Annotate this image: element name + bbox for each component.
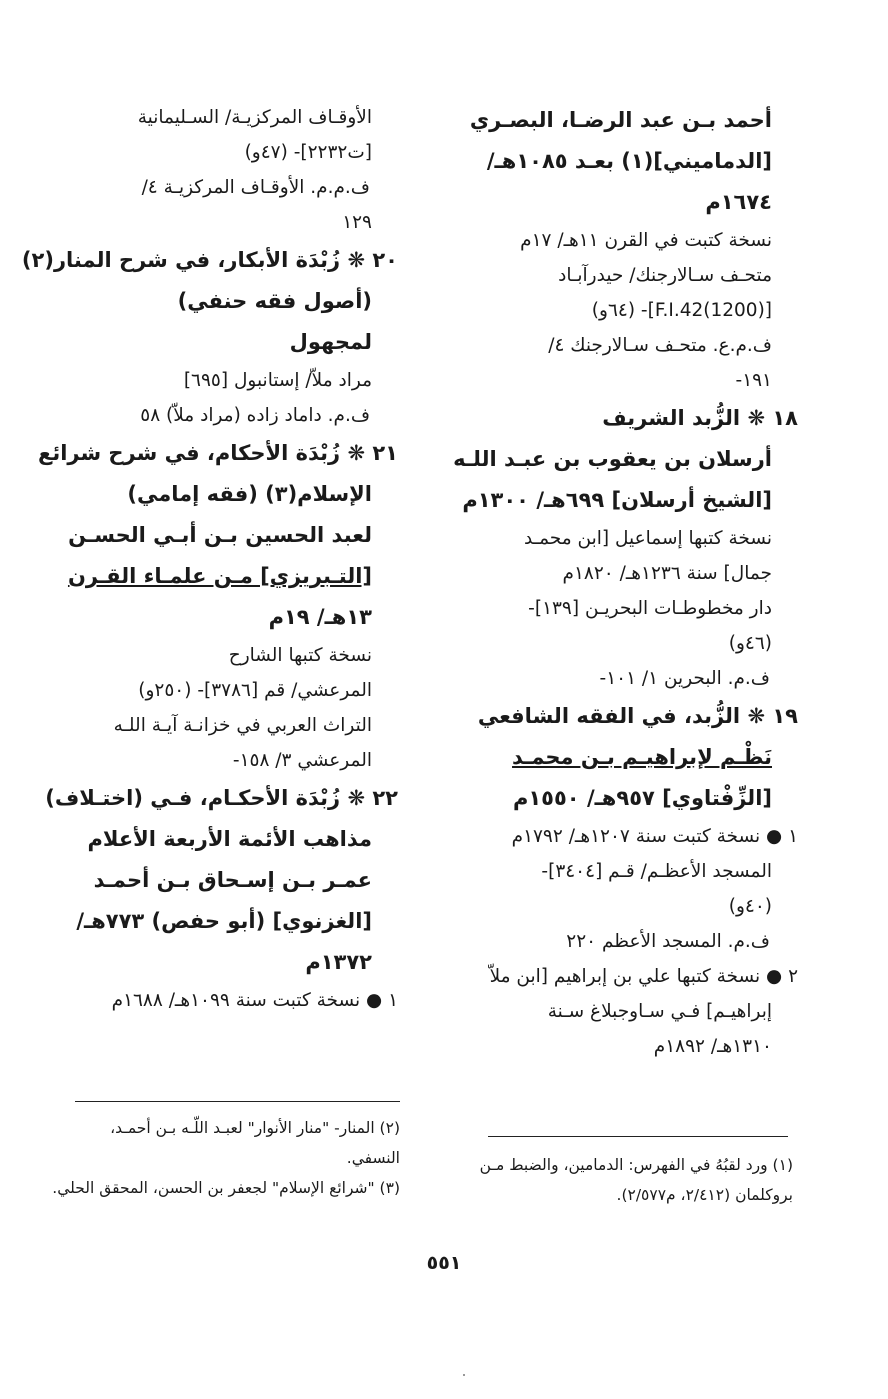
footnotes-left [52, 1113, 400, 1203]
entry-heading: ٢٠ ❋ زُبْدَة الأبكار، في شرح المنار(٢) [21, 248, 398, 272]
page-number: ٥٥١ [426, 1252, 462, 1274]
entry-title-line: ١٣٧٢م [305, 950, 372, 974]
entry-text-line: إبراهيـم] فـي سـاوجبلاغ سـنة [547, 1001, 772, 1022]
entry-text-line: ١٢٩ [342, 212, 372, 233]
footnote-line: النسفي. [346, 1149, 400, 1167]
entry-title-line: [الزِّفْتاوي] ٩٥٧هـ/ ١٥٥٠م [512, 786, 772, 810]
entry-heading: ١٩ ❋ الزُّبد، في الفقه الشافعي [477, 704, 798, 728]
entry-title-line: الإسلام(٣) (فقه إمامي) [127, 482, 372, 506]
footnote-line: (٣) "شرائع الإسلام" لجعفر بن الحسن، المحقق الحلي. [52, 1179, 400, 1197]
entry-text-line: دار مخطوطـات البحريـن [١٣٩]- [528, 598, 772, 619]
entry-title-line: نَظْـم لإبراهيـم بـن محمـد [512, 745, 772, 769]
entry-text-line: جمال] سنة ١٢٣٦هـ/ ١٨٢٠م [562, 563, 772, 584]
entry-text-line: الأوقـاف المركزيـة/ السـليمانية [137, 107, 372, 128]
right-column [453, 100, 798, 1064]
footnotes-right [373, 1150, 793, 1210]
entry-text-line: ١ ● نسخة كتبت سنة ١٠٩٩هـ/ ١٦٨٨م [111, 990, 398, 1011]
entry-title-line: (أصول فقه حنفي) [177, 289, 372, 313]
entry-text-line: المرعشي/ قم [٣٧٨٦]- (٢٥٠و) [138, 680, 372, 701]
entry-title-line: أرسلان بن يعقوب بن عبـد اللـه [453, 447, 772, 471]
footnote-rule-left [75, 1101, 400, 1102]
footnote-line: (١) ورد لقبُهُ في الفهرس: الدمامين، والضبط مـن [479, 1156, 793, 1174]
entry-text-line: (٤٠و) [728, 896, 772, 917]
footnote-rule-right [488, 1136, 788, 1137]
entry-text-line: ١ ● نسخة كتبت سنة ١٢٠٧هـ/ ١٧٩٢م [511, 826, 798, 847]
entry-text-line: التراث العربي في خزانـة آيـة اللـه [113, 715, 372, 736]
entry-text-line: مراد ملاّ/ إستانبول [٦٩٥] [183, 370, 372, 391]
entry-title-line: [الدماميني](١) بعـد ١٠٨٥هـ/ [486, 149, 772, 173]
entry-heading: ٢٢ ❋ زُبْدَة الأحكـام، فـي (اختـلاف) [45, 786, 398, 810]
entry-text-line: ف.م. داماد زاده (مراد ملاّ) ٥٨ [140, 405, 370, 426]
entry-title-line: [التـبريزي] مـن علمـاء القـرن [67, 564, 372, 588]
entry-text-line: نسخة كتبت في القرن ١١هـ/ ١٧م [520, 230, 772, 251]
entry-text-line: ٢ ● نسخة كتبها علي بن إبراهيم [ابن ملاّ [489, 966, 798, 987]
entry-text-line: نسخة كتبها إسماعيل [ابن محمـد [523, 528, 772, 549]
entry-heading: ١٨ ❋ الزُّبد الشريف [602, 406, 798, 430]
entry-text-line: المسجد الأعظـم/ قـم [٣٤٠٤]- [541, 861, 772, 882]
entry-text-line: ١٩١- [735, 370, 772, 391]
entry-title-line: ١٦٧٤م [705, 190, 772, 214]
entry-text-line: ف.م.م. الأوقـاف المركزيـة ٤/ [141, 177, 370, 198]
entry-text-line: ف.م. البحرين ١/ ١٠١- [599, 668, 770, 689]
entry-text-line: [(1200)F.I.42]- (٦٤و) [591, 300, 772, 321]
entry-text-line: متحـف سـالارجنك/ حيدرآبـاد [558, 265, 772, 286]
entry-title-line: لمجهول [289, 330, 372, 354]
entry-title-line: لعبد الحسين بـن أبـي الحسـن [68, 523, 372, 547]
footnote-line: (٢) المنار- "منار الأنوار" لعبـد اللّـه بـن أحمـد، [110, 1119, 400, 1137]
entry-title-line: أحمد بـن عبد الرضـا، البصـري [469, 108, 772, 132]
entry-text-line: ١٣١٠هـ/ ١٨٩٢م [653, 1036, 772, 1057]
left-column [21, 100, 398, 1018]
entry-title-line: عمـر بـن إسـحاق بـن أحمـد [93, 868, 372, 892]
entry-text-line: ف.م. المسجد الأعظم ٢٢٠ [566, 931, 770, 952]
entry-title-line: [الشيخ أرسلان] ٦٩٩هـ/ ١٣٠٠م [462, 488, 772, 512]
entry-title-line: [الغزنوي] (أبو حفص) ٧٧٣هـ/ [76, 909, 372, 933]
entry-text-line: (٤٦و) [728, 633, 772, 654]
entry-title-line: ١٣هـ/ ١٩م [268, 605, 372, 629]
entry-title-line: مذاهب الأئمة الأربعة الأعلام [87, 827, 372, 851]
footnote-line: بروكلمان (٢/٤١٢، م٢/٥٧٧). [616, 1186, 793, 1204]
scan-speck [463, 1374, 465, 1376]
entry-text-line: ف.م.ع. متحـف سـالارجنك ٤/ [548, 335, 772, 356]
entry-heading: ٢١ ❋ زُبْدَة الأحكام، في شرح شرائع [37, 441, 398, 465]
entry-text-line: نسخة كتبها الشارح [228, 645, 372, 666]
entry-text-line: [ت٢٢٣٢]- (٤٧و) [244, 142, 372, 163]
entry-text-line: المرعشي ٣/ ١٥٨- [232, 750, 372, 771]
